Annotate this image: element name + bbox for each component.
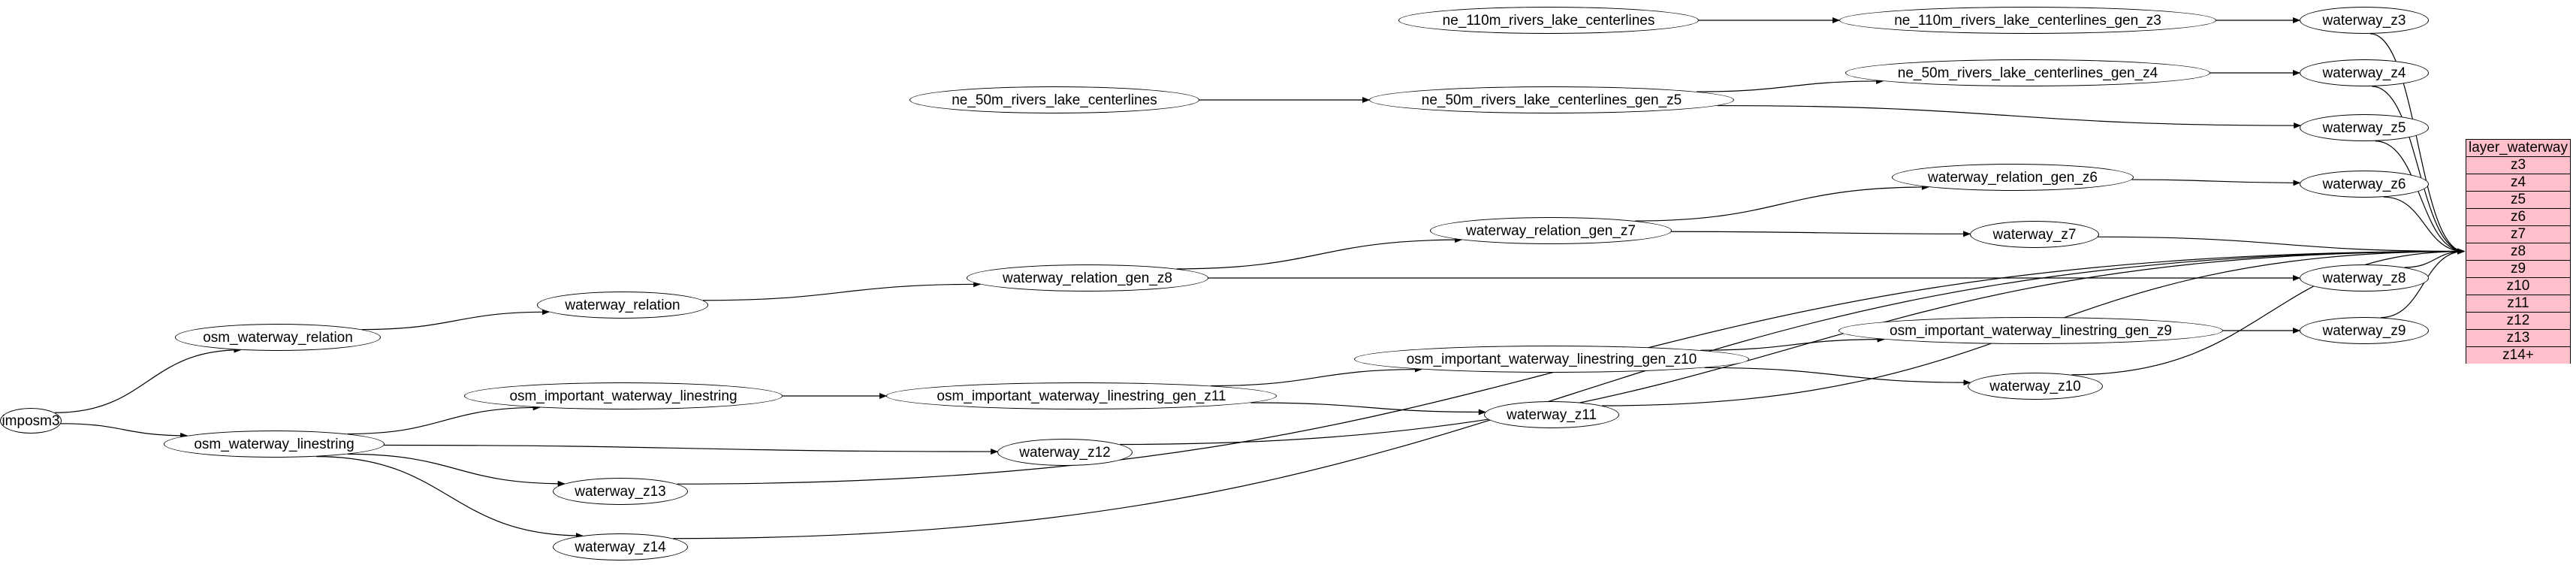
- graph-node-label: osm_important_waterway_linestring: [509, 388, 738, 404]
- graph-node-imposm3: [0, 408, 62, 434]
- graph-node-waterway_z7: [1970, 221, 2099, 248]
- graph-node-waterway_z13: [553, 478, 688, 505]
- graph-node-label: waterway_z10: [1989, 378, 2081, 394]
- edge-imposm3-to-osm_waterway_linestring: [61, 424, 187, 436]
- graph-node-label: ne_110m_rivers_lake_centerlines_gen_z3: [1894, 12, 2161, 29]
- legend-row-z14+: z14+: [2466, 347, 2570, 364]
- legend-row-z12: z12: [2466, 313, 2570, 330]
- graph-node-waterway_z10: [1968, 373, 2103, 400]
- legend-row-z11: z11: [2466, 295, 2570, 313]
- edge-osm_important_waterway_linestring_gen_z10-to-osm_important_waterway_linestring_gen_z9: [1700, 340, 1884, 351]
- graph-node-label: ne_50m_rivers_lake_centerlines: [952, 92, 1157, 108]
- legend-row-z8: z8: [2466, 243, 2570, 261]
- legend-row-z10: z10: [2466, 278, 2570, 295]
- graph-node-osm_important_waterway_linestring_gen_z11: [886, 382, 1277, 409]
- legend-title: layer_waterway: [2466, 140, 2570, 157]
- graph-node-osm_important_waterway_linestring: [464, 382, 783, 409]
- graph-node-ne_50m_rivers_lake_centerlines_gen_z5: [1369, 86, 1734, 113]
- graph-node-osm_waterway_linestring: [164, 431, 385, 458]
- graph-node-waterway_z4: [2300, 59, 2429, 86]
- legend-row-z5: z5: [2466, 192, 2570, 209]
- graph-node-waterway_z5: [2300, 114, 2429, 141]
- graph-node-label: ne_110m_rivers_lake_centerlines: [1442, 12, 1655, 29]
- graph-node-osm_waterway_relation: [175, 324, 381, 351]
- legend-row-z13: z13: [2466, 330, 2570, 347]
- graph-node-waterway_relation_gen_z6: [1892, 164, 2134, 191]
- edge-waterway_z8-to-legend: [2405, 252, 2464, 267]
- edge-waterway_relation_gen_z6-to-waterway_z6: [2132, 180, 2300, 183]
- graph-node-ne_50m_rivers_lake_centerlines: [909, 86, 1199, 113]
- graph-node-waterway_relation_gen_z7: [1430, 217, 1672, 244]
- graph-node-label: ne_50m_rivers_lake_centerlines_gen_z4: [1897, 65, 2158, 81]
- edge-osm_important_waterway_linestring_gen_z11-to-osm_important_waterway_linestring_gen_z10: [1211, 370, 1422, 386]
- graph-node-label: waterway_z4: [2322, 65, 2406, 81]
- graph-node-ne_110m_rivers_lake_centerlines: [1398, 7, 1699, 34]
- graph-node-label: osm_waterway_relation: [203, 329, 353, 346]
- graph-node-label: osm_important_waterway_linestring_gen_z11: [937, 388, 1226, 404]
- legend-row-z3: z3: [2466, 157, 2570, 174]
- graph-node-label: waterway_z5: [2322, 119, 2406, 136]
- graph-node-label: imposm3: [2, 412, 60, 429]
- edge-osm_important_waterway_linestring_gen_z10-to-waterway_z10: [1705, 367, 1971, 382]
- edge-waterway_z12-to-legend: [1120, 252, 2464, 445]
- graph-node-label: waterway_z13: [575, 483, 666, 500]
- graph-node-label: waterway_z8: [2322, 270, 2406, 286]
- legend-row-z6: z6: [2466, 209, 2570, 226]
- edge-waterway_z7-to-legend: [2098, 237, 2464, 251]
- edge-osm_waterway_linestring-to-waterway_z13: [348, 454, 565, 483]
- graph-node-waterway_z11: [1484, 401, 1619, 428]
- legend-row-z9: z9: [2466, 261, 2570, 278]
- edge-osm_waterway_linestring-to-waterway_z14: [316, 457, 583, 536]
- graph-node-label: ne_50m_rivers_lake_centerlines_gen_z5: [1421, 92, 1682, 108]
- edge-ne_50m_rivers_lake_centerlines_gen_z5-to-ne_50m_rivers_lake_centerlines_gen_z4: [1697, 81, 1883, 92]
- edge-waterway_relation_gen_z8-to-waterway_relation_gen_z7: [1177, 240, 1461, 269]
- graph-node-label: osm_important_waterway_linestring_gen_z10: [1406, 351, 1697, 367]
- graph-node-label: waterway_relation_gen_z8: [1002, 270, 1173, 286]
- edge-osm_waterway_relation-to-waterway_relation: [362, 312, 549, 329]
- graph-node-label: waterway_z3: [2322, 12, 2406, 29]
- graph-node-waterway_z9: [2300, 317, 2429, 344]
- graph-node-osm_important_waterway_linestring_gen_z9: [1838, 317, 2223, 344]
- edge-waterway_z4-to-legend: [2372, 86, 2464, 252]
- graph-node-osm_important_waterway_linestring_gen_z10: [1354, 346, 1749, 373]
- graph-node-label: osm_important_waterway_linestring_gen_z9: [1890, 322, 2172, 339]
- legend-row-z4: z4: [2466, 174, 2570, 192]
- edge-waterway_relation_gen_z7-to-waterway_relation_gen_z6: [1635, 187, 1929, 221]
- edge-waterway_relation_gen_z7-to-waterway_z7: [1672, 231, 1970, 234]
- graph-node-label: waterway_z6: [2322, 176, 2406, 192]
- graph-node-label: osm_waterway_linestring: [194, 436, 354, 452]
- graph-node-label: waterway_relation_gen_z6: [1927, 169, 2098, 186]
- graph-node-label: waterway_relation_gen_z7: [1465, 222, 1636, 239]
- graph-node-label: waterway_z9: [2322, 322, 2406, 339]
- graph-node-label: waterway_relation: [565, 297, 680, 313]
- graph-node-label: waterway_z14: [575, 539, 666, 555]
- graph-node-label: waterway_z11: [1506, 406, 1597, 423]
- graph-node-label: waterway_z7: [1992, 226, 2077, 243]
- edge-ne_50m_rivers_lake_centerlines_gen_z5-to-waterway_z5: [1718, 106, 2301, 126]
- edge-osm_important_waterway_linestring_gen_z11-to-waterway_z11: [1250, 403, 1486, 412]
- graph-node-waterway_z8: [2300, 264, 2429, 292]
- edge-imposm3-to-osm_waterway_relation: [55, 350, 240, 412]
- graph-node-ne_50m_rivers_lake_centerlines_gen_z4: [1845, 59, 2210, 86]
- legend-layer-waterway: [2466, 139, 2571, 364]
- edge-osm_waterway_linestring-to-osm_important_waterway_linestring: [348, 407, 540, 434]
- graph-node-waterway_relation: [537, 292, 708, 319]
- graph-node-waterway_z3: [2300, 7, 2429, 34]
- legend-row-z7: z7: [2466, 226, 2570, 243]
- graph-node-waterway_z14: [553, 533, 688, 560]
- edge-waterway_relation-to-waterway_relation_gen_z8: [703, 284, 980, 300]
- graph-node-ne_110m_rivers_lake_centerlines_gen_z3: [1839, 7, 2216, 34]
- graph-node-waterway_z6: [2300, 171, 2429, 198]
- graph-node-waterway_relation_gen_z8: [967, 264, 1208, 292]
- graph-node-label: waterway_z12: [1019, 444, 1111, 461]
- graph-node-waterway_z12: [997, 439, 1133, 466]
- edge-osm_waterway_linestring-to-waterway_z12: [384, 446, 997, 452]
